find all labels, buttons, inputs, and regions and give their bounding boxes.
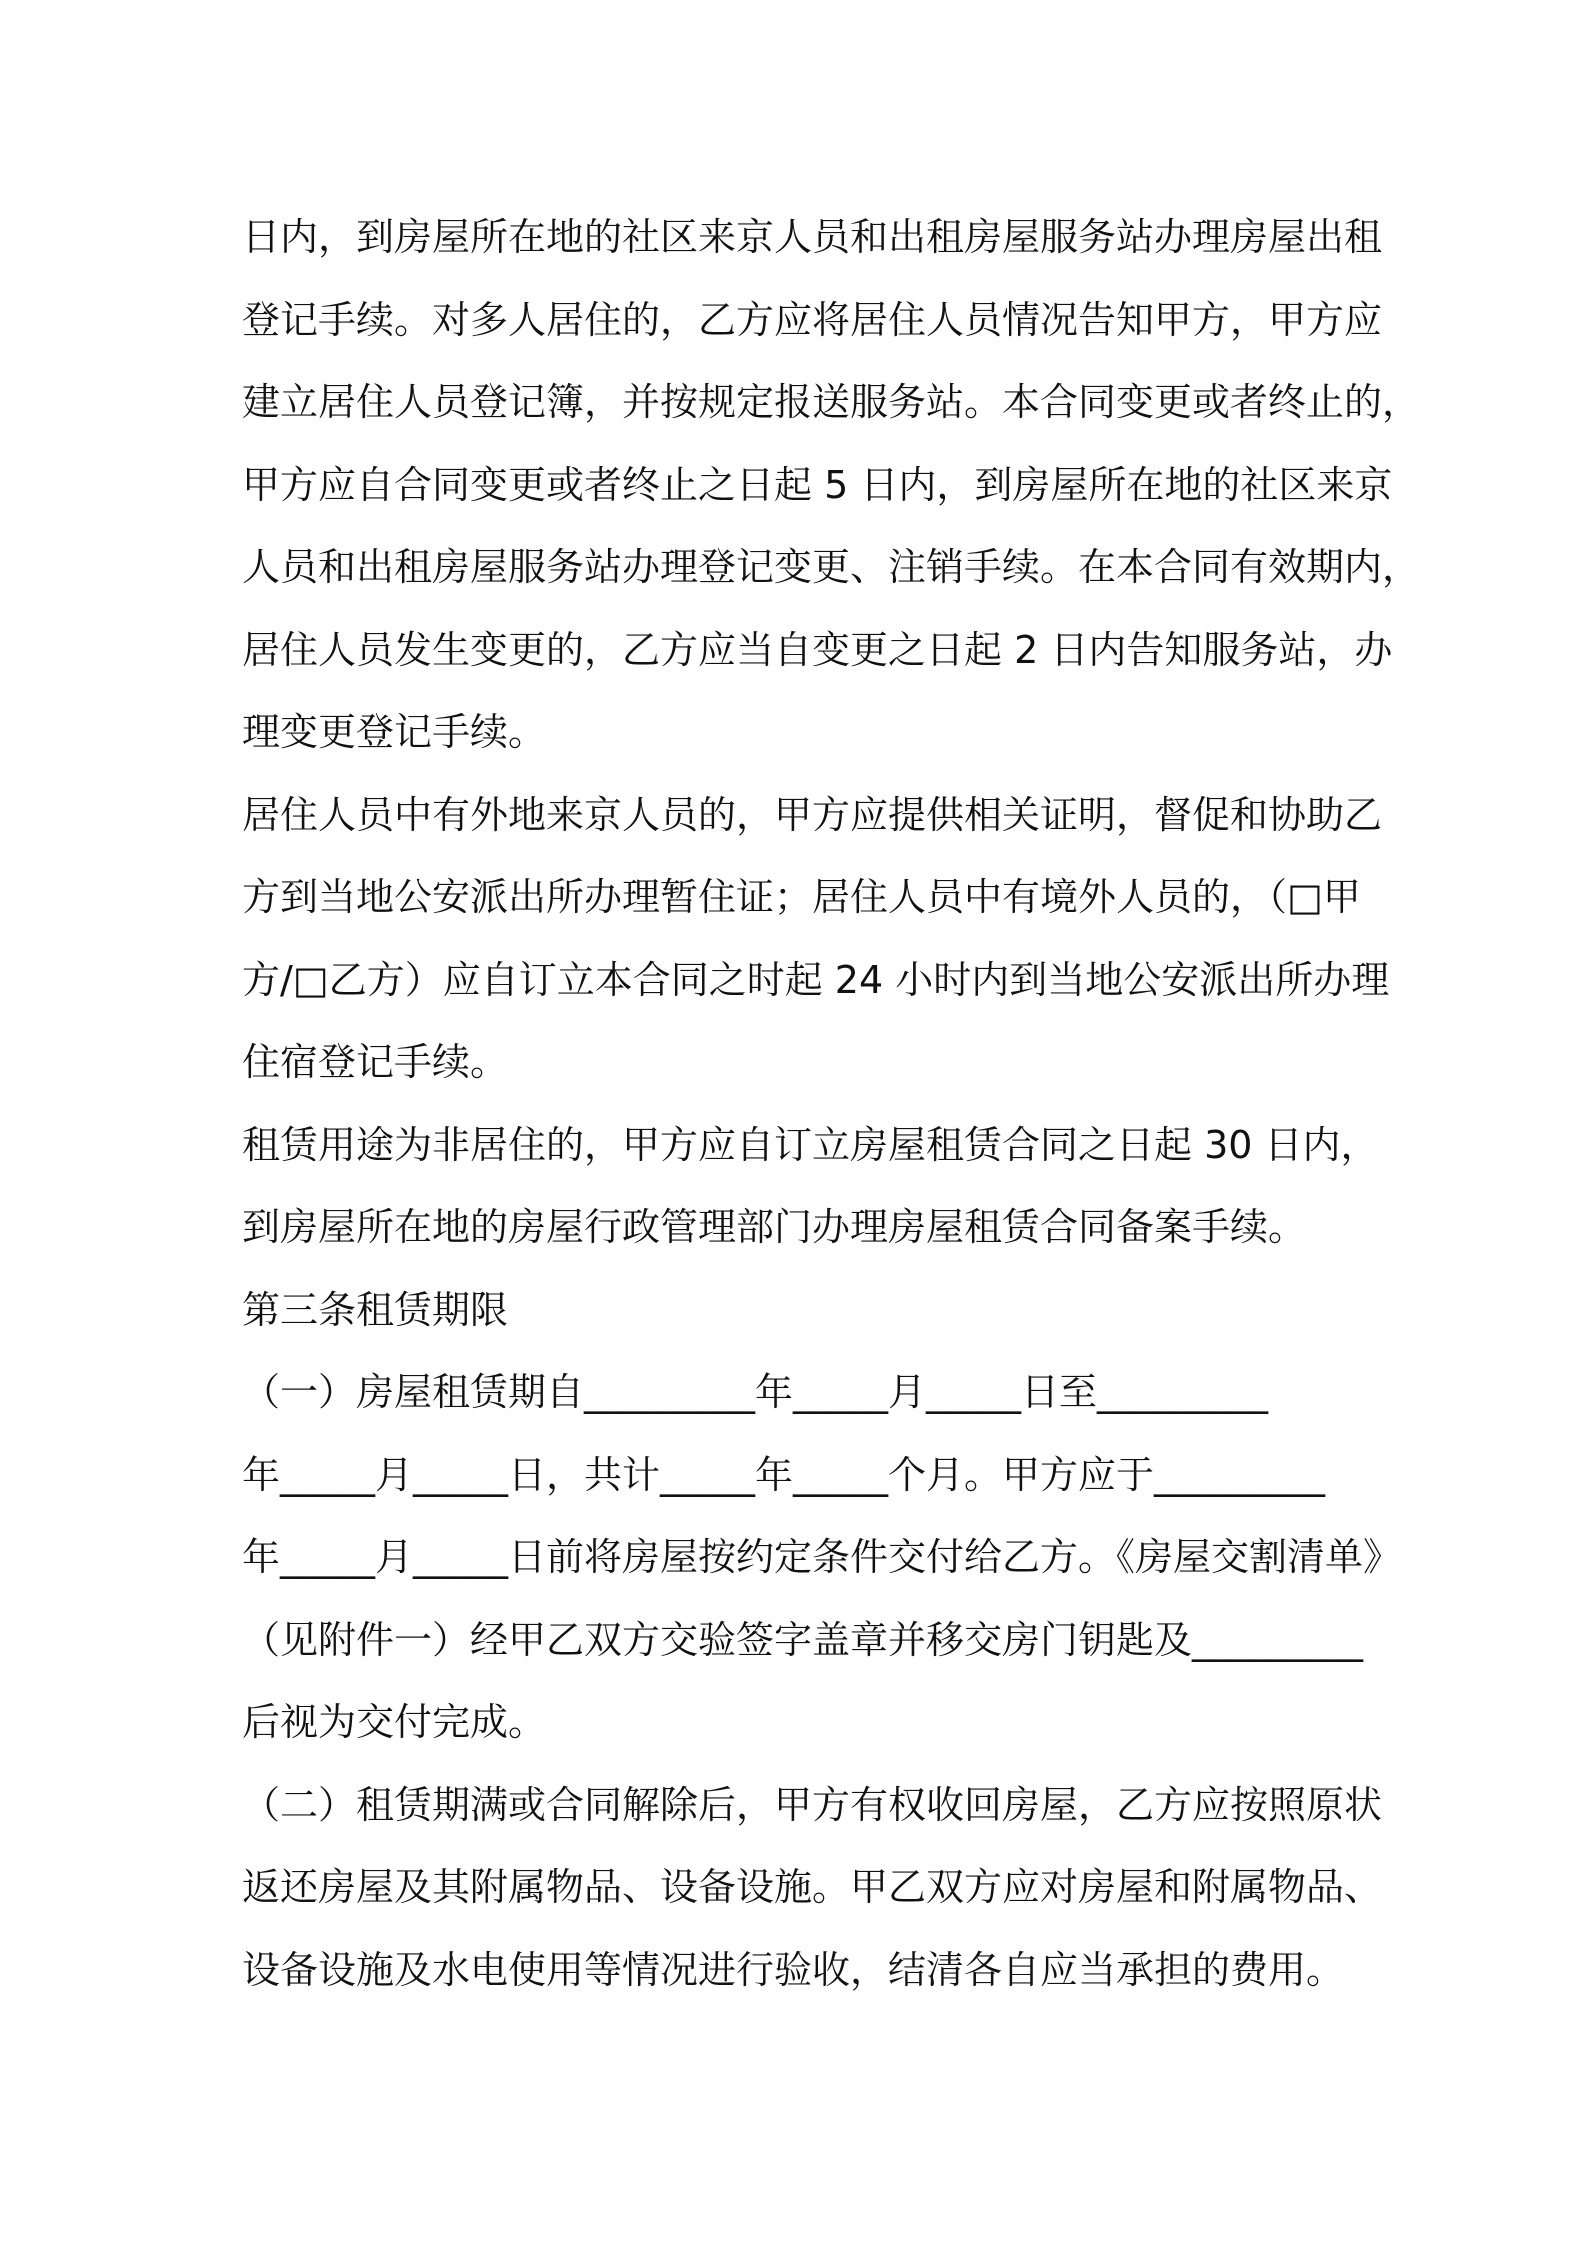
text-line: 年_____月_____日前将房屋按约定条件交付给乙方。《房屋交割清单》 [242, 1535, 1402, 1579]
text-line: 设备设施及水电使用等情况进行验收，结清各自应当承担的费用。 [242, 1947, 1345, 1992]
text-line: 到房屋所在地的房屋行政管理部门办理房屋租赁合同备案手续。 [242, 1205, 1307, 1249]
text-line: 日内，到房屋所在地的社区来京人员和出租房屋服务站办理房屋出租 [242, 215, 1383, 259]
text-line: （见附件一）经甲乙双方交验签字盖章并移交房门钥匙及_________ [242, 1617, 1364, 1662]
text-line: 居住人员中有外地来京人员的，甲方应提供相关证明，督促和协助乙 [242, 792, 1383, 837]
text-line: 住宿登记手续。 [242, 1040, 509, 1084]
text-line: 年_____月_____日，共计_____年_____个月。甲方应于_________ [242, 1452, 1326, 1497]
text-line: （二）租赁期满或合同解除后，甲方有权收回房屋，乙方应按照原状 [242, 1782, 1383, 1827]
text-line: （一）房屋租赁期自_________年_____月_____日至_________ [242, 1370, 1269, 1414]
text-line: 租赁用途为非居住的，甲方应自订立房屋租赁合同之日起 30 日内， [242, 1122, 1379, 1167]
text-line: 方/□乙方）应自订立本合同之时起 24 小时内到当地公安派出所办理 [242, 957, 1390, 1002]
text-line: 登记手续。对多人居住的，乙方应将居住人员情况告知甲方，甲方应 [242, 297, 1383, 342]
text-line: 方到当地公安派出所办理暂住证；居住人员中有境外人员的，（□甲 [242, 875, 1361, 919]
document-body [242, 196, 1421, 2011]
text-line: 建立居住人员登记簿，并按规定报送服务站。本合同变更或者终止的， [242, 380, 1421, 424]
text-line: 人员和出租房屋服务站办理登记变更、注销手续。在本合同有效期内， [242, 545, 1421, 589]
text-line: 返还房屋及其附属物品、设备设施。甲乙双方应对房屋和附属物品、 [242, 1865, 1383, 1909]
text-line: 后视为交付完成。 [242, 1700, 547, 1744]
text-line: 居住人员发生变更的，乙方应当自变更之日起 2 日内告知服务站，办 [242, 627, 1393, 672]
text-line: 理变更登记手续。 [242, 710, 547, 754]
section-heading: 第三条租赁期限 [242, 1287, 509, 1332]
text-line: 甲方应自合同变更或者终止之日起 5 日内，到房屋所在地的社区来京 [242, 462, 1393, 507]
